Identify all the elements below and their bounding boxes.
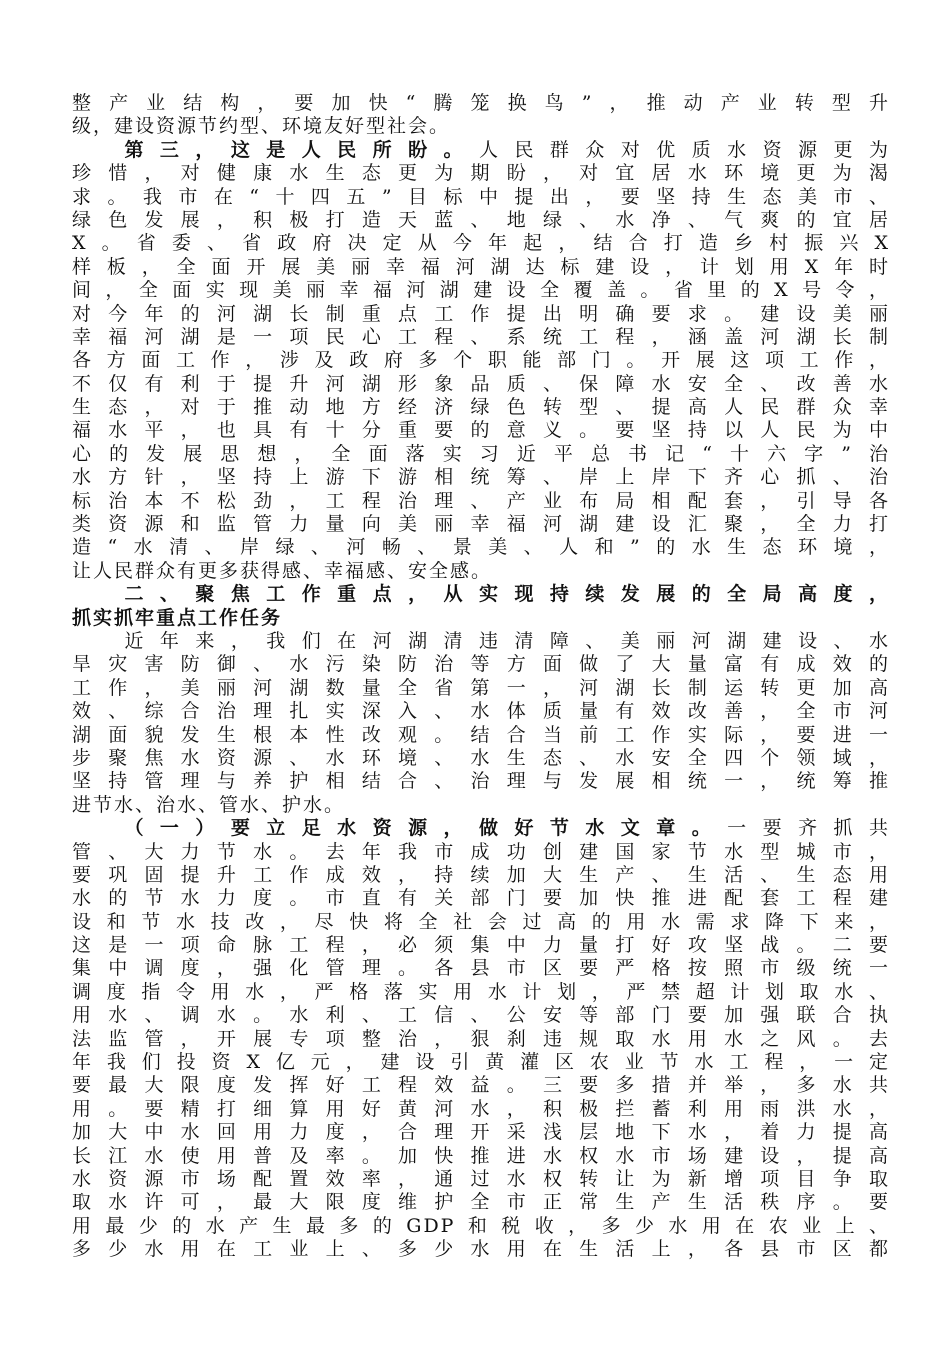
text-segment: 绿色发展，积极打造天蓝、地绿、水净、气爽的宜居 bbox=[72, 208, 890, 231]
text-segment: 间，全面实现美丽幸福河湖建设全覆盖。省里的X号令， bbox=[72, 279, 890, 302]
text-segment: 用水、调水。水利、工信、公安等部门要加强联合执 bbox=[72, 1004, 890, 1027]
text-line bbox=[72, 536, 890, 559]
text-line bbox=[72, 700, 890, 723]
text-line bbox=[72, 1168, 890, 1191]
text-segment: 让人民群众有更多获得感、幸福感、安全感。 bbox=[72, 559, 493, 582]
bold-text-segment: 抓实抓牢重点工作任务 bbox=[72, 606, 283, 629]
text-line bbox=[72, 466, 890, 489]
text-line bbox=[72, 373, 890, 396]
text-segment: 要巩固提升工作成效，持续加大生产、生活、生态用 bbox=[72, 863, 890, 886]
text-segment: 用最少的水产生最多的GDP和税收，多少水用在农业上、 bbox=[72, 1214, 890, 1237]
text-segment: 一要齐抓共 bbox=[727, 817, 890, 840]
text-line bbox=[72, 1145, 890, 1168]
text-line bbox=[72, 92, 890, 115]
text-line bbox=[72, 186, 890, 209]
text-segment: 管、大力节水。去年我市成功创建国家节水型城市， bbox=[72, 840, 890, 863]
text-line bbox=[72, 630, 890, 653]
text-segment: 样板，全面开展美丽幸福河湖达标建设，计划用X年时 bbox=[72, 255, 890, 278]
text-line bbox=[72, 115, 890, 138]
text-segment: 取水许可，最大限度维护全市正常生产生活秩序。要 bbox=[72, 1191, 890, 1214]
text-line bbox=[72, 1074, 890, 1097]
text-segment: 人民群众对优质水资源更为 bbox=[479, 138, 890, 161]
text-segment: 福水平，也具有十分重要的意义。要坚持以人民为中 bbox=[72, 419, 890, 442]
text-line bbox=[72, 419, 890, 442]
text-segment: 旱灾害防御、水污染防治等方面做了大量富有成效的 bbox=[72, 653, 890, 676]
text-line bbox=[72, 232, 890, 255]
text-line bbox=[72, 209, 890, 232]
text-line bbox=[72, 1098, 890, 1121]
text-segment: 加大中水回用力度，合理开采浅层地下水，着力提高 bbox=[72, 1121, 890, 1144]
text-line bbox=[72, 653, 890, 676]
text-line bbox=[72, 981, 890, 1004]
text-segment: 近年来，我们在河湖清违清障、美丽河湖建设、水 bbox=[110, 629, 890, 652]
text-line bbox=[72, 1051, 890, 1074]
text-segment: 级，建设资源节约型、环境友好型社会。 bbox=[72, 115, 451, 138]
text-line bbox=[72, 1191, 890, 1214]
text-line bbox=[72, 747, 890, 770]
text-segment: 工作，美丽河湖数量全省第一，河湖长制运转更加高 bbox=[72, 676, 890, 699]
text-segment: 长江水使用普及率。加快推进水权水市场建设，提高 bbox=[72, 1144, 890, 1167]
text-line bbox=[72, 256, 890, 279]
text-line bbox=[72, 1004, 890, 1027]
text-line bbox=[72, 162, 890, 185]
text-line bbox=[72, 934, 890, 957]
text-line bbox=[72, 1215, 890, 1238]
text-line bbox=[72, 490, 890, 513]
text-segment: 法监管，开展专项整治，狠刹违规取水用水之风。去 bbox=[72, 1027, 890, 1050]
text-segment: 进节水、治水、管水、护水。 bbox=[72, 793, 346, 816]
text-segment: 设和节水技改，尽快将全社会过高的用水需求降下来， bbox=[72, 910, 890, 933]
text-segment: 幸福河湖是一项民心工程、系统工程，涵盖河湖长制 bbox=[72, 325, 890, 348]
text-segment: 水方针，坚持上游下游相统筹、岸上岸下齐心抓、治 bbox=[72, 466, 890, 489]
text-line bbox=[72, 560, 890, 583]
text-segment: 水的节水力度。市直有关部门要加快推进配套工程建 bbox=[72, 887, 890, 910]
text-line bbox=[72, 607, 890, 630]
text-segment: 步聚焦水资源、水环境、水生态、水安全四个领域， bbox=[72, 746, 890, 769]
text-segment: 珍惜，对健康水生态更为期盼，对宜居水环境更为渴 bbox=[72, 162, 890, 185]
text-line bbox=[72, 1028, 890, 1051]
text-line bbox=[72, 864, 890, 887]
text-segment: 生态，对于推动地方经济绿色转型、提高人民群众幸 bbox=[72, 396, 890, 419]
text-line bbox=[72, 396, 890, 419]
text-line bbox=[72, 911, 890, 934]
text-segment: 这是一项命脉工程，必须集中力量打好攻坚战。二要 bbox=[72, 934, 890, 957]
text-segment: 不仅有利于提升河湖形象品质、保障水安全、改善水 bbox=[72, 372, 890, 395]
text-line bbox=[72, 770, 890, 793]
text-line bbox=[72, 957, 890, 980]
text-segment: 求。我市在“十四五”目标中提出，要坚持生态美市、 bbox=[72, 185, 890, 208]
text-segment: 效、综合治理扎实深入、水体质量有效改善，全市河 bbox=[72, 700, 890, 723]
text-segment: 标治本不松劲，工程治理、产业布局相配套，引导各 bbox=[72, 489, 890, 512]
text-segment: 整产业结构，要加快“腾笼换鸟”，推动产业转型升 bbox=[72, 92, 890, 114]
text-segment: 年我们投资X亿元，建设引黄灌区农业节水工程，一定 bbox=[72, 1051, 890, 1074]
text-line bbox=[72, 349, 890, 372]
document-page bbox=[72, 92, 890, 1262]
text-line bbox=[72, 677, 890, 700]
bold-text-segment: 二、聚焦工作重点，从实现持续发展的全局高度， bbox=[110, 583, 890, 606]
text-line bbox=[72, 583, 890, 606]
bold-text-segment: 第三，这是人民所盼。 bbox=[110, 138, 479, 161]
text-line bbox=[72, 817, 890, 840]
text-line bbox=[72, 513, 890, 536]
text-line bbox=[72, 1238, 890, 1261]
text-segment: 各方面工作，涉及政府多个职能部门。开展这项工作， bbox=[72, 349, 890, 372]
text-segment: 坚持管理与养护相结合、治理与发展相统一，统筹推 bbox=[72, 770, 890, 793]
text-line bbox=[72, 1121, 890, 1144]
text-line bbox=[72, 326, 890, 349]
text-segment: 用。要精打细算用好黄河水，积极拦蓄利用雨洪水， bbox=[72, 1097, 890, 1120]
text-segment: 多少水用在工业上、多少水用在生活上，各县市区都 bbox=[72, 1238, 890, 1261]
text-segment: 心的发展思想，全面落实习近平总书记“十六字”治 bbox=[72, 442, 890, 465]
text-segment: 类资源和监管力量向美丽幸福河湖建设汇聚，全力打 bbox=[72, 513, 890, 536]
text-segment: 对今年的河湖长制重点工作提出明确要求。建设美丽 bbox=[72, 302, 890, 325]
text-segment: 湖面貌发生根本性改观。结合当前工作实际，要进一 bbox=[72, 723, 890, 746]
text-segment: 造“水清、岸绿、河畅、景美、人和”的水生态环境， bbox=[72, 536, 890, 559]
text-line bbox=[72, 794, 890, 817]
text-line bbox=[72, 303, 890, 326]
text-line bbox=[72, 139, 890, 162]
text-segment: 要最大限度发挥好工程效益。三要多措并举，多水共 bbox=[72, 1074, 890, 1097]
bold-text-segment: （一）要立足水资源，做好节水文章。 bbox=[110, 817, 728, 840]
text-segment: 水资源市场配置效率，通过水权转让为新增项目争取 bbox=[72, 1167, 890, 1190]
text-segment: X。省委、省政府决定从今年起，结合打造乡村振兴X bbox=[72, 232, 890, 255]
text-line bbox=[72, 841, 890, 864]
text-line bbox=[72, 724, 890, 747]
text-line bbox=[72, 279, 890, 302]
text-segment: 集中调度，强化管理。各县市区要严格按照市级统一 bbox=[72, 957, 890, 980]
text-line bbox=[72, 887, 890, 910]
text-segment: 调度指令用水，严格落实用水计划，严禁超计划取水、 bbox=[72, 980, 890, 1003]
text-line bbox=[72, 443, 890, 466]
